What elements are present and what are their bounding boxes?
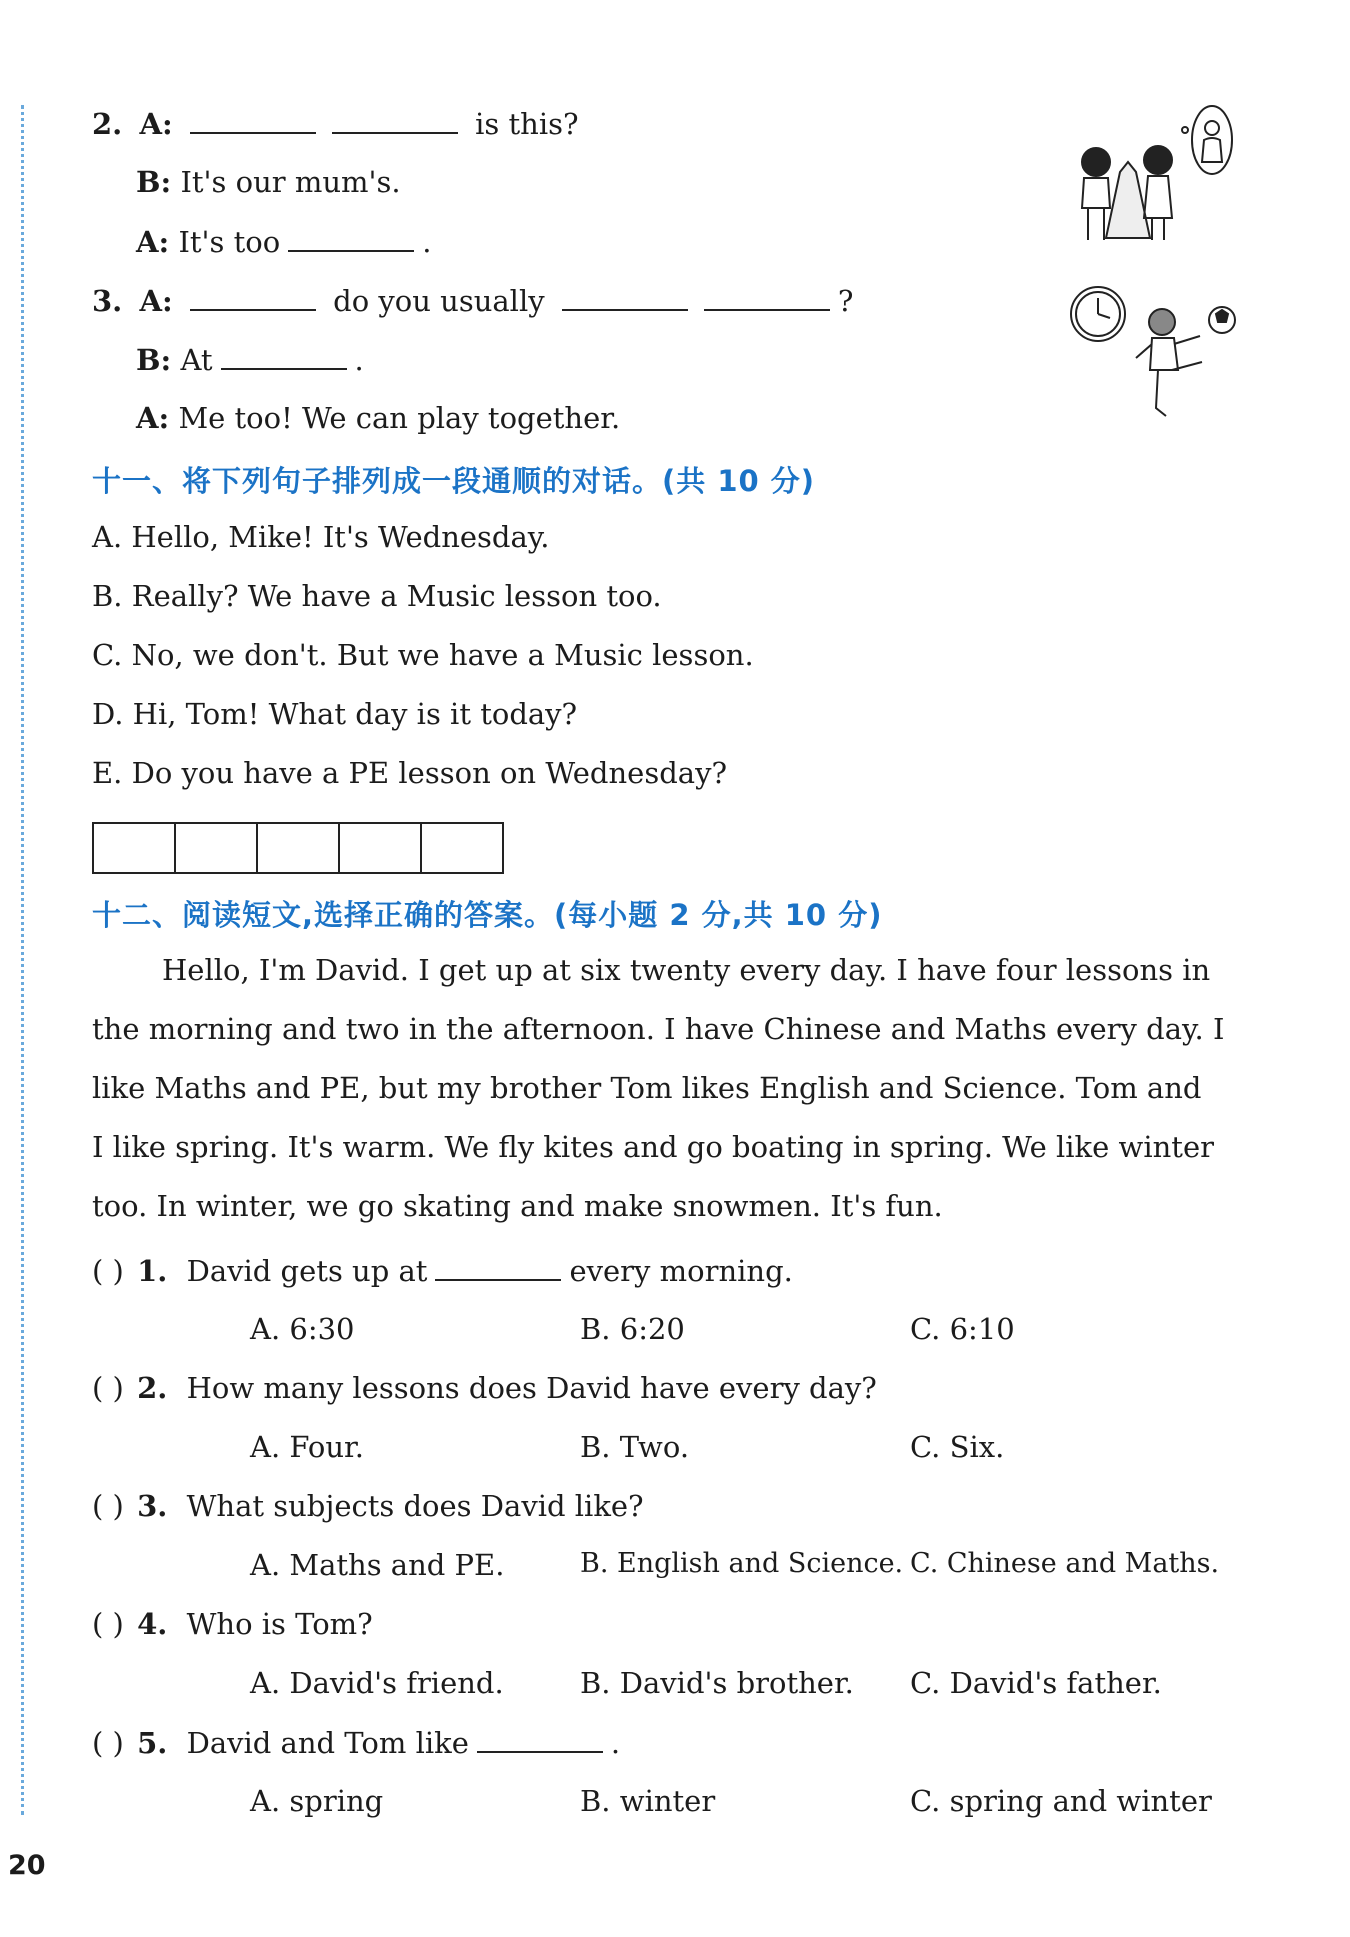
option-b[interactable]: B. winter: [580, 1784, 716, 1818]
question-3: [92, 1489, 644, 1523]
option-c[interactable]: C. spring and winter: [910, 1784, 1212, 1818]
answer-blank[interactable]: [562, 283, 688, 311]
speaker: A:: [136, 401, 170, 435]
sentence-item: A. Hello, Mike! It's Wednesday.: [92, 520, 550, 554]
option-b[interactable]: B. English and Science.: [580, 1548, 904, 1579]
question-text: How many lessons does David have every day?: [186, 1371, 877, 1405]
question-text: Who is Tom?: [186, 1607, 373, 1641]
question-5: [92, 1725, 620, 1760]
speaker: B:: [136, 165, 172, 199]
dialogue-3-line-2: B: At .: [136, 343, 364, 377]
option-a[interactable]: A. spring: [250, 1784, 384, 1818]
page-number: 20: [8, 1850, 46, 1881]
answer-blank[interactable]: [190, 106, 316, 134]
line-text: is this?: [475, 107, 579, 141]
passage-line: too. In winter, we go skating and make snowmen. It's fun.: [92, 1189, 943, 1223]
question-text: David gets up at: [186, 1254, 428, 1288]
reading-passage: [92, 941, 1242, 1236]
question-text: What subjects does David like?: [186, 1489, 644, 1523]
question-number: 3.: [137, 1489, 168, 1523]
order-answer-cell[interactable]: [176, 824, 258, 872]
order-answer-cell[interactable]: [422, 824, 502, 872]
question-number: 4.: [137, 1607, 168, 1641]
passage-line: the morning and two in the afternoon. I have Chinese and Maths every day. I: [92, 1012, 1225, 1046]
order-answer-cell[interactable]: [340, 824, 422, 872]
option-a[interactable]: A. David's friend.: [250, 1666, 504, 1700]
passage-line: like Maths and PE, but my brother Tom likes English and Science. Tom and: [92, 1071, 1202, 1105]
sentence-item: D. Hi, Tom! What day is it today?: [92, 697, 578, 731]
option-c[interactable]: C. David's father.: [910, 1666, 1162, 1700]
answer-blank[interactable]: [288, 224, 414, 252]
option-a[interactable]: A. Maths and PE.: [250, 1548, 505, 1582]
option-c[interactable]: C. 6:10: [910, 1312, 1015, 1346]
sentence-item: E. Do you have a PE lesson on Wednesday?: [92, 756, 727, 790]
speaker: A:: [139, 284, 173, 318]
speaker: A:: [136, 225, 170, 259]
speaker: A:: [139, 107, 173, 141]
passage-line: Hello, I'm David. I get up at six twenty every day. I have four lessons in: [162, 953, 1211, 987]
option-b[interactable]: B. 6:20: [580, 1312, 685, 1346]
answer-paren[interactable]: ( ): [92, 1254, 124, 1288]
section-11-heading: 十一、将下列句子排列成一段通顺的对话。(共 10 分): [92, 464, 816, 498]
sentence-item: C. No, we don't. But we have a Music lesson.: [92, 638, 754, 672]
line-text: It's too: [178, 225, 281, 259]
line-text: ?: [837, 284, 854, 318]
dialogue-2-line-3: A: It's too .: [136, 225, 432, 259]
question-text: David and Tom like: [186, 1726, 469, 1760]
question-number: 5.: [137, 1726, 168, 1760]
order-answer-cell[interactable]: [258, 824, 340, 872]
option-a[interactable]: A. 6:30: [250, 1312, 355, 1346]
order-answer-cell[interactable]: [94, 824, 176, 872]
option-b[interactable]: B. David's brother.: [580, 1666, 854, 1700]
question-1: [92, 1253, 793, 1288]
section-12-heading: 十二、阅读短文,选择正确的答案。(每小题 2 分,共 10 分): [92, 898, 883, 932]
line-text: At: [180, 343, 213, 377]
answer-blank[interactable]: [704, 283, 830, 311]
dialogue-number: 2.: [92, 107, 123, 141]
line-text: do you usually: [333, 284, 545, 318]
question-2: [92, 1371, 877, 1405]
speaker: B:: [136, 343, 172, 377]
question-4: [92, 1607, 373, 1641]
dialogue-3-line-1: [92, 283, 853, 318]
answer-blank[interactable]: [435, 1253, 561, 1281]
option-a[interactable]: A. Four.: [250, 1430, 364, 1464]
answer-blank[interactable]: [221, 342, 347, 370]
answer-blank[interactable]: [190, 283, 316, 311]
question-number: 2.: [137, 1371, 168, 1405]
dialogue-3-line-3: [136, 401, 620, 435]
answer-blank[interactable]: [332, 106, 458, 134]
question-text: every morning.: [569, 1254, 793, 1288]
option-c[interactable]: C. Six.: [910, 1430, 1005, 1464]
dialogue-number: 3.: [92, 284, 123, 318]
option-c[interactable]: C. Chinese and Maths.: [910, 1548, 1220, 1579]
question-number: 1.: [137, 1254, 168, 1288]
clock-and-football-illustration: [1070, 278, 1250, 428]
answer-paren[interactable]: ( ): [92, 1371, 124, 1405]
dialogue-2-line-2: [136, 165, 401, 199]
margin-dotted-line: [21, 105, 24, 1815]
line-text: It's our mum's.: [180, 165, 401, 199]
answer-paren[interactable]: ( ): [92, 1726, 124, 1760]
dialogue-2-line-1: [92, 106, 579, 141]
passage-line: I like spring. It's warm. We fly kites and go boating in spring. We like winter: [92, 1130, 1214, 1164]
option-b[interactable]: B. Two.: [580, 1430, 690, 1464]
answer-paren[interactable]: ( ): [92, 1489, 124, 1523]
question-text: .: [610, 1726, 621, 1760]
kids-with-dress-illustration: [1070, 100, 1250, 250]
sentence-item: B. Really? We have a Music lesson too.: [92, 579, 662, 613]
order-answer-box: [92, 822, 504, 874]
line-text: Me too! We can play together.: [178, 401, 621, 435]
answer-paren[interactable]: ( ): [92, 1607, 124, 1641]
answer-blank[interactable]: [477, 1725, 603, 1753]
